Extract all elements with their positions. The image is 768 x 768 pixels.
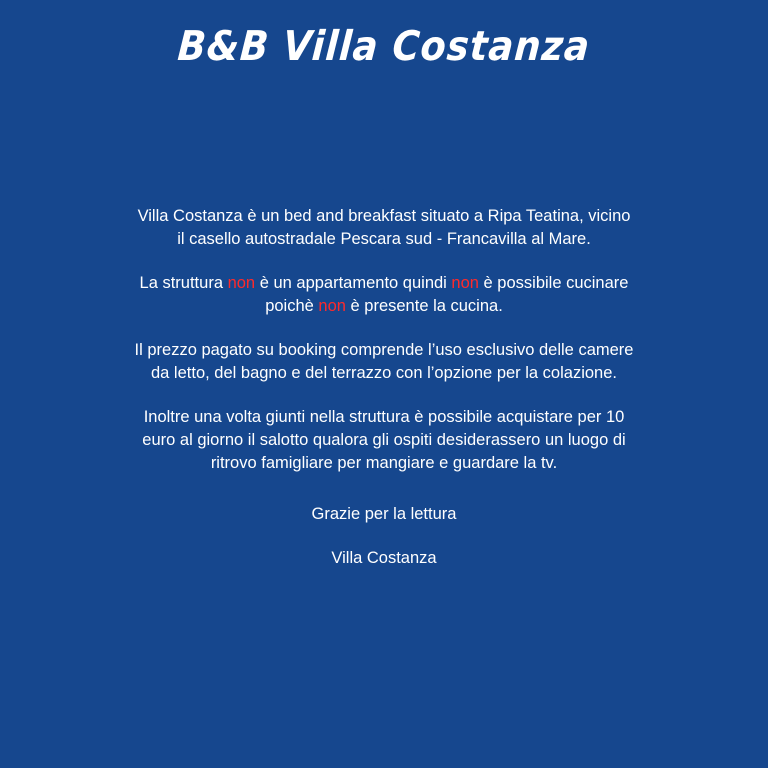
highlighted-word: non xyxy=(318,297,346,315)
text-run: Grazie per la lettura xyxy=(311,505,457,523)
signature xyxy=(134,547,634,570)
text-run: La struttura xyxy=(139,274,228,292)
paragraph-4 xyxy=(134,406,634,475)
text-run: Inoltre una volta giunti nella struttura è possibile acquistare per 10 euro al giorno il salotto qualora gli ospiti desiderassero un luogo di ritrovo famigliare per mangiare e guardare la tv. xyxy=(142,408,626,472)
document-body xyxy=(134,205,634,570)
highlighted-word: non xyxy=(227,274,256,292)
paragraph-3 xyxy=(134,339,634,385)
closing-line xyxy=(134,503,634,526)
text-run: è presente la cucina. xyxy=(345,297,503,315)
paragraph-1 xyxy=(134,205,634,251)
paragraph-2 xyxy=(134,272,634,318)
text-run: Villa Costanza xyxy=(331,549,437,567)
text-run: Villa Costanza è un bed and breakfast situato a Ripa Teatina, vicino il casello autostradale Pescara sud - Francavilla al Mare. xyxy=(137,207,631,248)
highlighted-word: non xyxy=(451,274,479,292)
text-run: è un appartamento quindi xyxy=(255,274,452,292)
page-title: B&B Villa Costanza xyxy=(176,22,592,70)
text-run: è possibile cucinare poichè xyxy=(265,274,629,315)
text-run: Il prezzo pagato su booking comprende l’uso esclusivo delle camere da letto, del bagno e del terrazzo con l’opzione per la colazione. xyxy=(134,341,634,382)
